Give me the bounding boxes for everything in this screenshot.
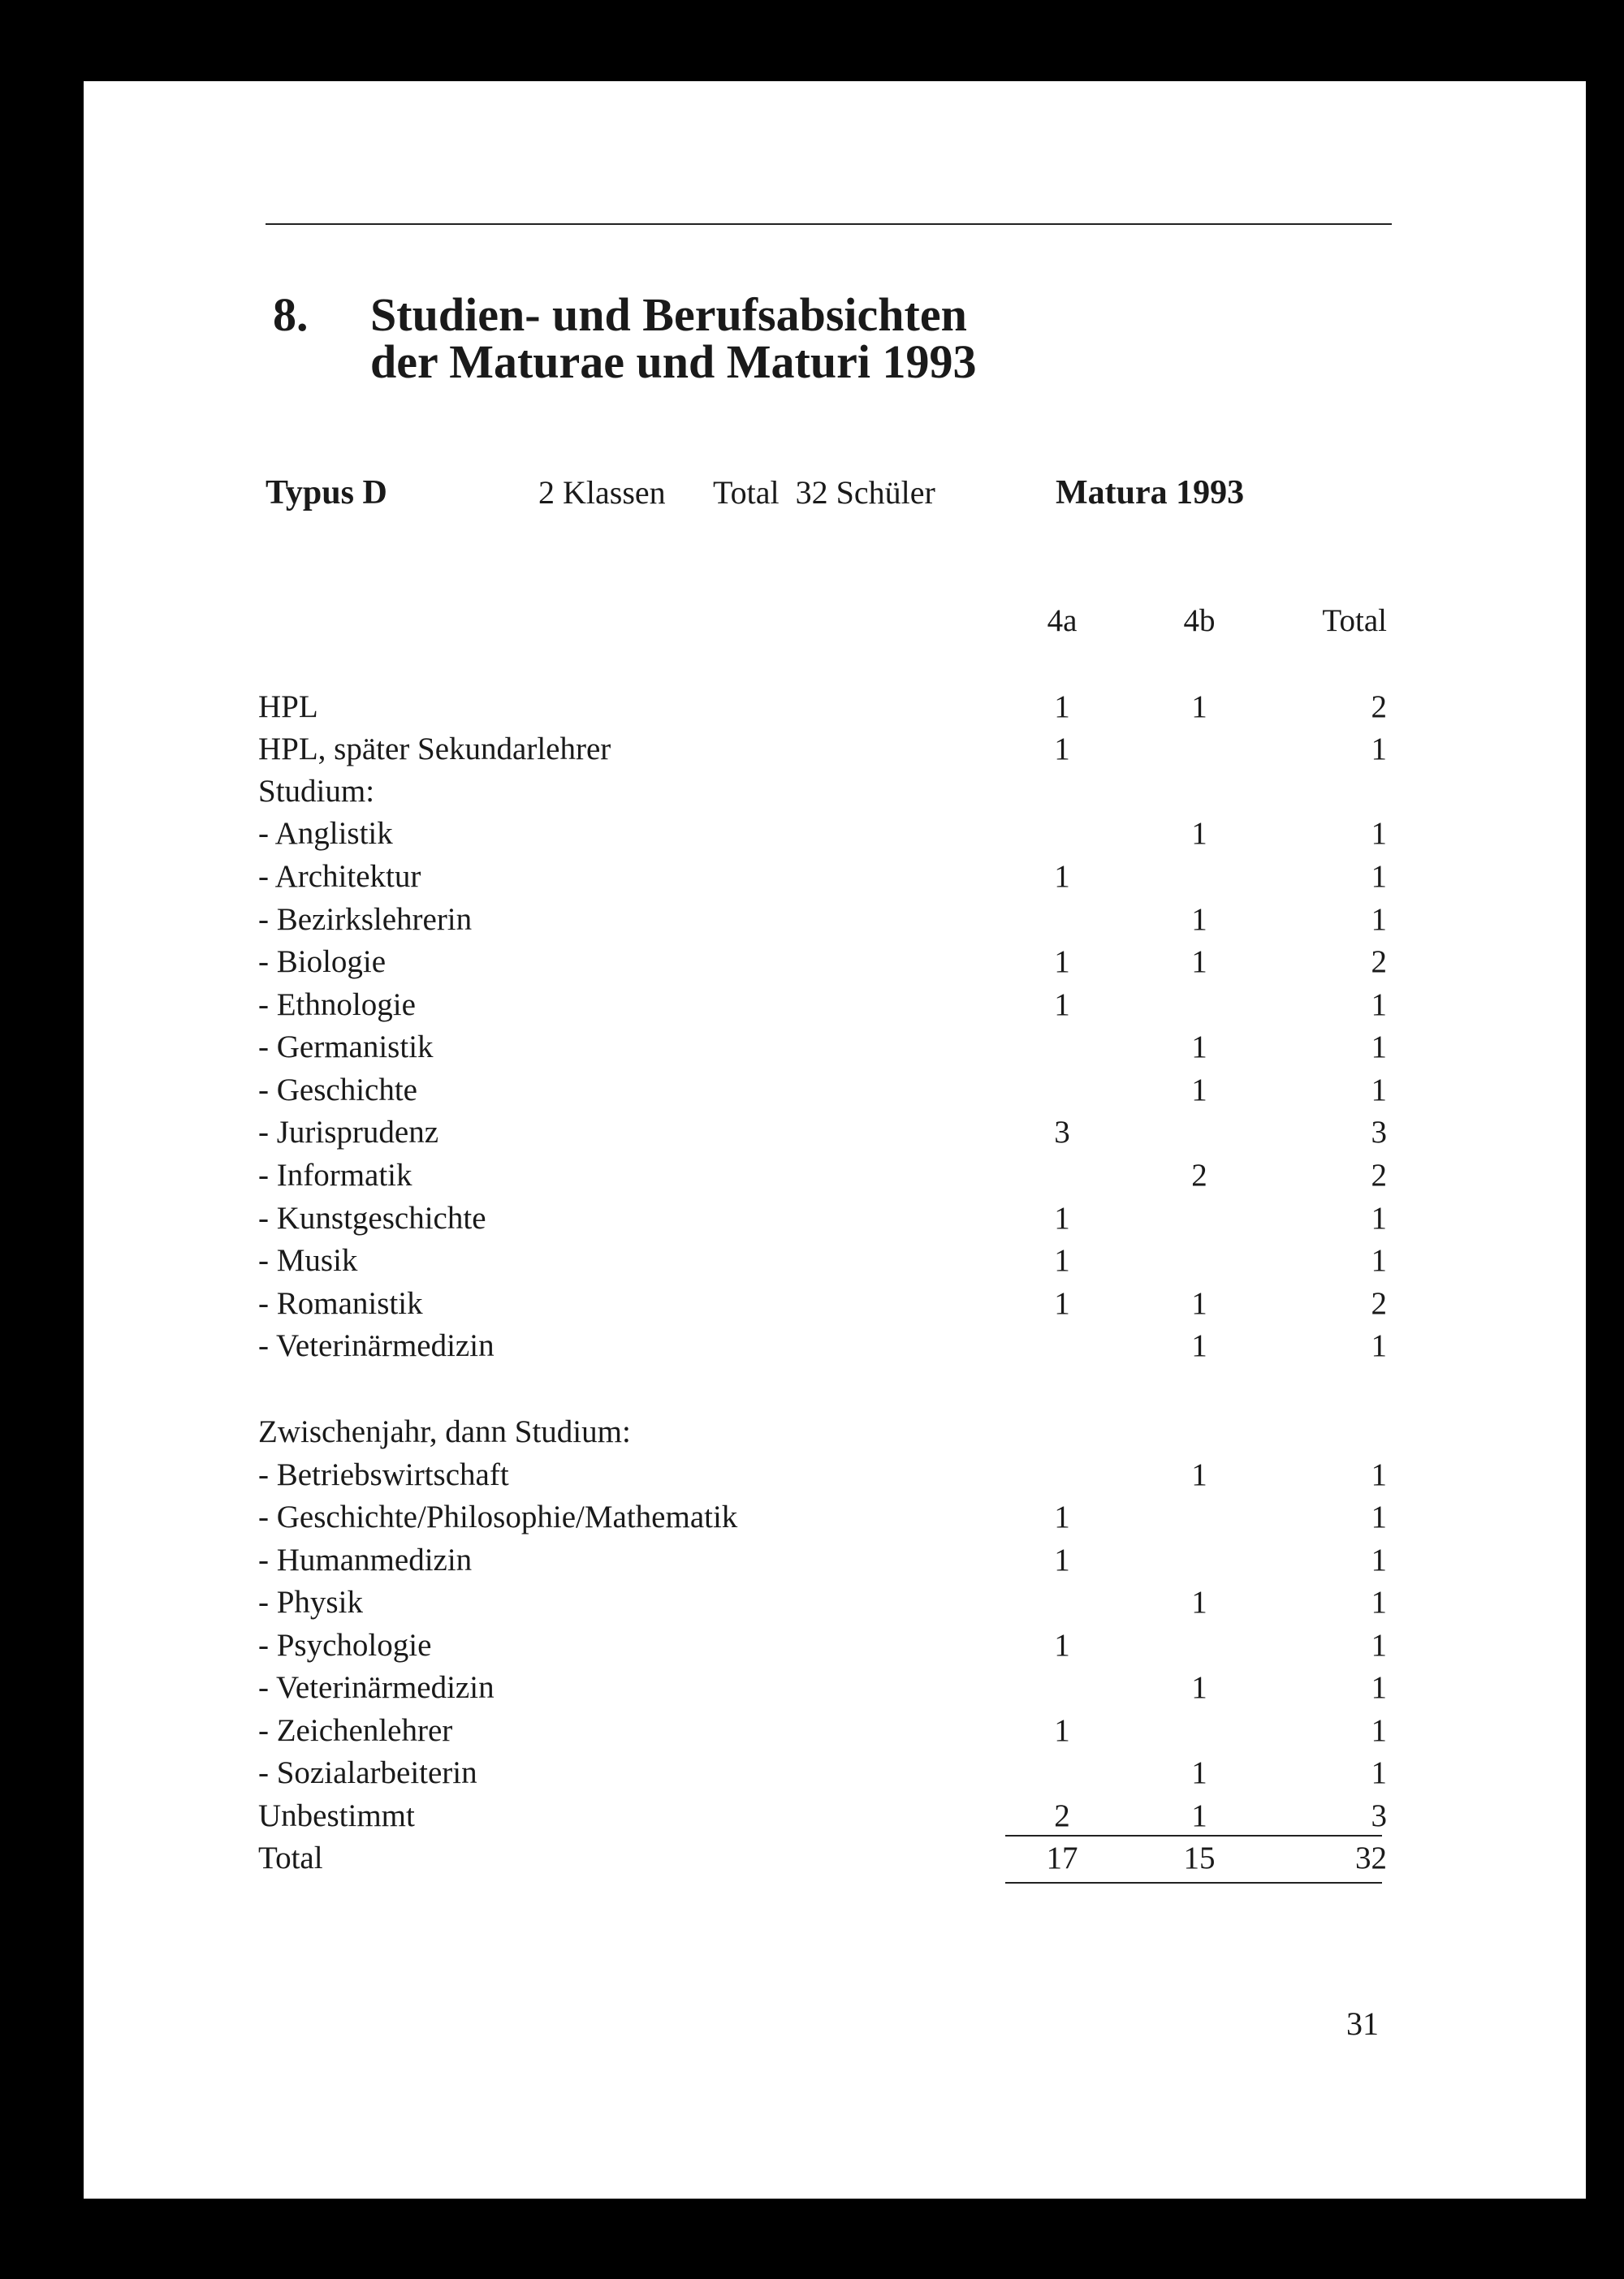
count-4a: 2: [1054, 1798, 1070, 1833]
matura-label: Matura 1993: [1056, 474, 1245, 511]
count-total: 1: [1371, 1543, 1387, 1578]
row-label: - Biologie: [258, 944, 387, 979]
count-4b: 2: [1191, 1158, 1207, 1193]
table-row: [258, 770, 1387, 813]
count-total: 1: [1371, 1713, 1387, 1748]
count-total: 1: [1371, 1328, 1387, 1363]
row-label: - Romanistik: [258, 1286, 423, 1321]
count-4b: 1: [1191, 1585, 1207, 1620]
table-row: [258, 898, 1387, 941]
count-total: 1: [1371, 1670, 1387, 1705]
count-total: 1: [1371, 859, 1387, 894]
count-total: 1: [1371, 1457, 1387, 1492]
table-row: [258, 1239, 1387, 1282]
table-row: [258, 727, 1387, 770]
row-label: - Kunstgeschichte: [258, 1201, 486, 1236]
table-row: [258, 1154, 1387, 1197]
count-4b: 1: [1191, 1328, 1207, 1363]
count-total: 2: [1371, 944, 1387, 979]
row-label: Studium:: [258, 774, 375, 809]
count-total: 1: [1371, 732, 1387, 766]
count-4a: 1: [1054, 1713, 1070, 1748]
column-header-4b: 4b: [1183, 603, 1216, 638]
table-row: [258, 983, 1387, 1026]
row-label: - Ethnologie: [258, 987, 416, 1022]
total-students-label: Total 32 Schüler: [713, 474, 935, 511]
table-row: [258, 1496, 1387, 1539]
count-total: 1: [1371, 902, 1387, 937]
count-4a: 17: [1046, 1841, 1078, 1875]
row-label: - Physik: [258, 1585, 363, 1620]
table-row: [258, 1111, 1387, 1154]
count-total: 2: [1371, 1286, 1387, 1321]
row-label: - Veterinärmedizin: [258, 1328, 495, 1363]
row-label: Total: [258, 1841, 323, 1875]
row-label: - Bezirkslehrerin: [258, 902, 473, 937]
row-label: - Veterinärmedizin: [258, 1670, 495, 1705]
row-label: - Jurisprudenz: [258, 1115, 439, 1150]
table-row: [258, 685, 1387, 728]
total-underline: [1005, 1882, 1382, 1884]
table-row: [258, 1581, 1387, 1624]
table-row: [258, 855, 1387, 898]
section-title-line2: der Maturae und Maturi 1993: [370, 335, 977, 388]
count-4a: 1: [1054, 732, 1070, 766]
table-row: [258, 1324, 1387, 1367]
count-total: 1: [1371, 987, 1387, 1022]
row-label: - Informatik: [258, 1158, 412, 1193]
count-4b: 1: [1191, 689, 1207, 724]
column-header-4a: 4a: [1047, 603, 1078, 638]
count-total: 1: [1371, 1073, 1387, 1107]
count-4a: 1: [1054, 987, 1070, 1022]
count-total: 2: [1371, 1158, 1387, 1193]
row-label: - Psychologie: [258, 1628, 432, 1663]
count-total: 1: [1371, 1029, 1387, 1064]
count-4a: 1: [1054, 859, 1070, 894]
row-label: - Musik: [258, 1243, 358, 1278]
count-4a: 1: [1054, 944, 1070, 979]
row-label: - Zeichenlehrer: [258, 1713, 453, 1748]
typus-label: Typus D: [266, 474, 387, 511]
page-number: 31: [1346, 2005, 1379, 2042]
table-row: [258, 1453, 1387, 1496]
count-total: 1: [1371, 1628, 1387, 1663]
count-4b: 1: [1191, 902, 1207, 937]
row-label: - Architektur: [258, 859, 421, 894]
row-label: Unbestimmt: [258, 1798, 415, 1833]
row-label: - Sozialarbeiterin: [258, 1755, 477, 1790]
row-label: - Humanmedizin: [258, 1543, 473, 1578]
section-title-line1: Studien- und Berufsabsichten: [370, 288, 967, 341]
count-4a: 1: [1054, 1243, 1070, 1278]
count-4a: 1: [1054, 689, 1070, 724]
row-label: HPL: [258, 689, 318, 724]
column-header-total: Total: [1322, 603, 1387, 638]
count-4b: 1: [1191, 1073, 1207, 1107]
table-row: [258, 1197, 1387, 1240]
row-label: - Germanistik: [258, 1029, 434, 1064]
table-row: [258, 1282, 1387, 1325]
table-row: [258, 1837, 1387, 1880]
count-total: 32: [1355, 1841, 1387, 1875]
top-rule: [266, 223, 1392, 225]
table-row: [258, 1751, 1387, 1794]
table-row: [258, 1539, 1387, 1582]
count-4b: 1: [1191, 1798, 1207, 1833]
section-number: 8.: [273, 288, 309, 341]
count-4a: 1: [1054, 1201, 1070, 1236]
count-4b: 15: [1183, 1841, 1216, 1875]
table-row: [258, 940, 1387, 983]
count-4a: 1: [1054, 1628, 1070, 1663]
row-label: - Geschichte/Philosophie/Mathematik: [258, 1500, 738, 1534]
row-label: Zwischenjahr, dann Studium:: [258, 1414, 631, 1449]
table-row: [258, 1709, 1387, 1752]
count-total: 1: [1371, 1201, 1387, 1236]
table-row: [258, 1624, 1387, 1667]
table-header: [258, 599, 1387, 642]
count-total: 2: [1371, 689, 1387, 724]
table-row: [258, 1068, 1387, 1111]
count-total: 1: [1371, 1243, 1387, 1278]
count-total: 1: [1371, 1755, 1387, 1790]
count-4b: 1: [1191, 1286, 1207, 1321]
count-4b: 1: [1191, 1670, 1207, 1705]
table-row: [258, 1666, 1387, 1709]
count-total: 1: [1371, 1585, 1387, 1620]
count-total: 1: [1371, 816, 1387, 851]
table-row: [258, 1410, 1387, 1453]
count-4a: 3: [1054, 1115, 1070, 1150]
count-4b: 1: [1191, 944, 1207, 979]
count-total: 3: [1371, 1798, 1387, 1833]
row-label: HPL, später Sekundarlehrer: [258, 732, 611, 766]
klassen-label: 2 Klassen: [538, 474, 666, 511]
count-4b: 1: [1191, 1755, 1207, 1790]
table-row: [258, 812, 1387, 855]
row-label: - Anglistik: [258, 816, 393, 851]
count-4a: 1: [1054, 1543, 1070, 1578]
count-total: 1: [1371, 1500, 1387, 1534]
count-4b: 1: [1191, 816, 1207, 851]
row-label: - Betriebswirtschaft: [258, 1457, 509, 1492]
count-4a: 1: [1054, 1500, 1070, 1534]
row-label: - Geschichte: [258, 1073, 417, 1107]
sum-rule: [1005, 1835, 1382, 1837]
count-total: 3: [1371, 1115, 1387, 1150]
table-row: [258, 1794, 1387, 1837]
count-4b: 1: [1191, 1457, 1207, 1492]
count-4a: 1: [1054, 1286, 1070, 1321]
table-row: [258, 1025, 1387, 1068]
count-4b: 1: [1191, 1029, 1207, 1064]
